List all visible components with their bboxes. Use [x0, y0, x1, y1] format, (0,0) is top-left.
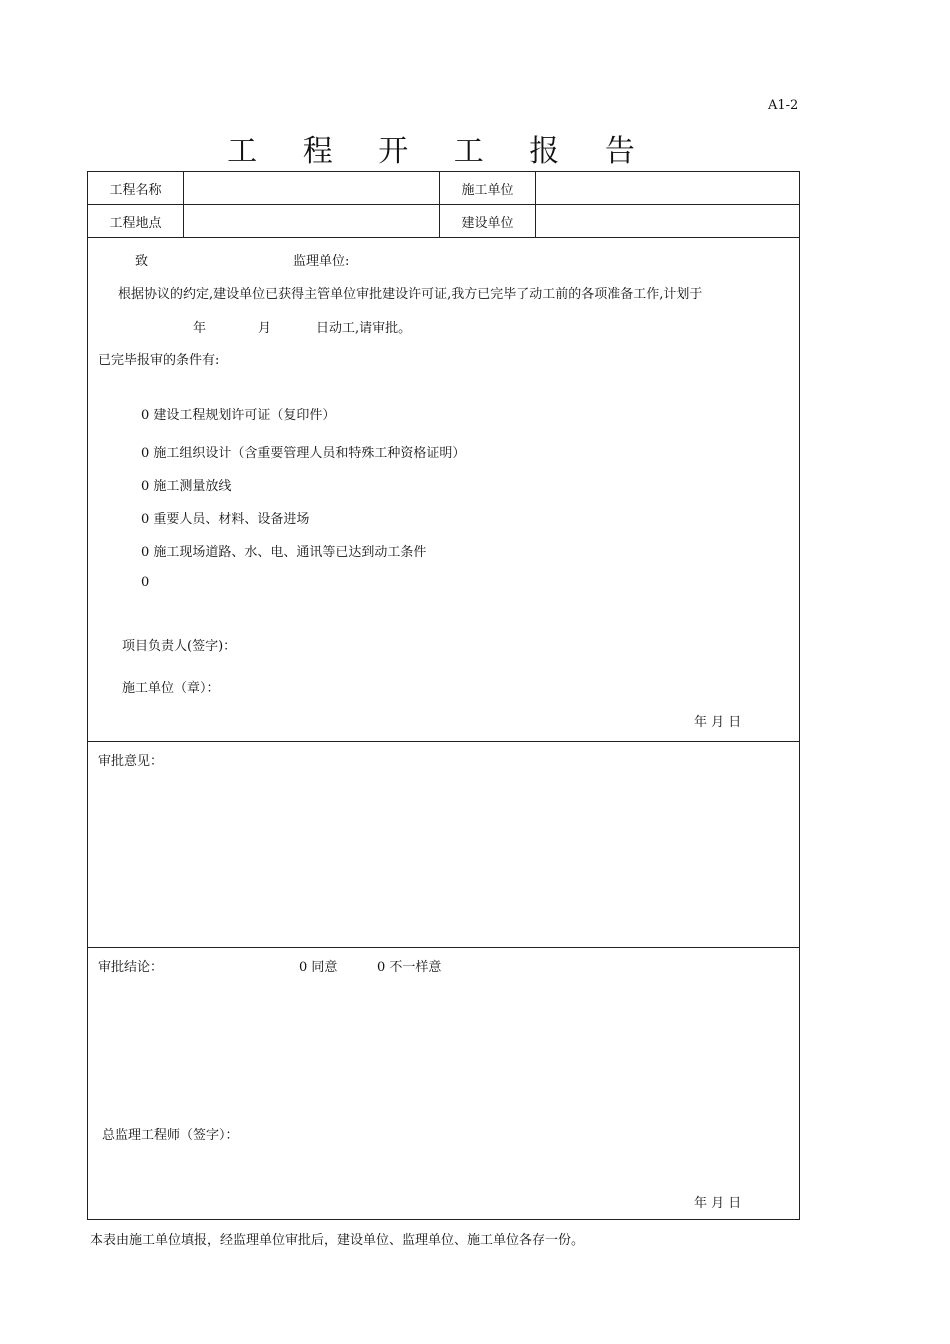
owner-field[interactable]: [535, 205, 799, 237]
report-form: [87, 171, 800, 1220]
conclusion-section: [88, 948, 799, 1219]
review-opinion-label: 审批意见：: [98, 754, 164, 769]
conclusion-label: 审批结论：: [98, 960, 164, 975]
condition-item[interactable]: 0 重要人员、材料、设备进场: [141, 512, 310, 527]
contractor-label: 施工单位: [439, 172, 535, 204]
owner-label: 建设单位: [439, 205, 535, 237]
condition-item[interactable]: 0 施工测量放线: [141, 479, 232, 494]
disagree-option[interactable]: 0 不一样意: [377, 960, 442, 975]
project-name-label: 工程名称: [109, 182, 162, 198]
condition-item[interactable]: 0 施工组织设计（含重要管理人员和特殊工种资格证明）: [141, 446, 466, 461]
form-code: A1-2: [768, 98, 799, 113]
start-year: 年: [193, 321, 207, 336]
supervisor-unit-label: 监理单位:: [293, 254, 350, 269]
conclusion-date: 年 月 日: [694, 1196, 742, 1211]
agree-option[interactable]: 0 同意: [299, 960, 338, 975]
manager-signature-label: 项目负责人(签字)：: [122, 639, 237, 654]
header-row-1: [88, 172, 799, 205]
project-name-field[interactable]: [183, 172, 439, 204]
condition-item[interactable]: 0 建设工程规划许可证（复印件）: [141, 408, 336, 423]
conditions-title: 已完毕报审的条件有:: [98, 353, 220, 368]
application-date: 年 月 日: [694, 715, 742, 730]
contractor-seal-label: 施工单位（章）：: [122, 681, 220, 696]
start-day: 日动工,请审批。: [316, 321, 412, 336]
application-section: [88, 238, 799, 742]
application-body: 根据协议的约定,建设单位已获得主管单位审批建设许可证,我方已完毕了动工前的各项准备工作,计划于: [118, 287, 703, 302]
contractor-field[interactable]: [535, 172, 799, 204]
footnote: 本表由施工单位填报，经监理单位审批后，建设单位、监理单位、施工单位各存一份。: [90, 1233, 585, 1248]
to-label: 致: [135, 254, 149, 269]
header-row-2: [88, 205, 799, 238]
start-month: 月: [258, 321, 272, 336]
chief-engineer-signature-label: 总监理工程师（签字）：: [102, 1128, 239, 1143]
condition-item[interactable]: 0 施工现场道路、水、电、通讯等已达到动工条件: [141, 545, 427, 560]
review-opinion-field[interactable]: [98, 772, 788, 937]
project-location-label: 工程地点: [109, 215, 162, 231]
condition-item[interactable]: 0: [141, 575, 150, 590]
project-location-field[interactable]: [183, 205, 439, 237]
review-section: [88, 742, 799, 948]
page-title: 工 程 开 工 报 告: [227, 134, 653, 169]
